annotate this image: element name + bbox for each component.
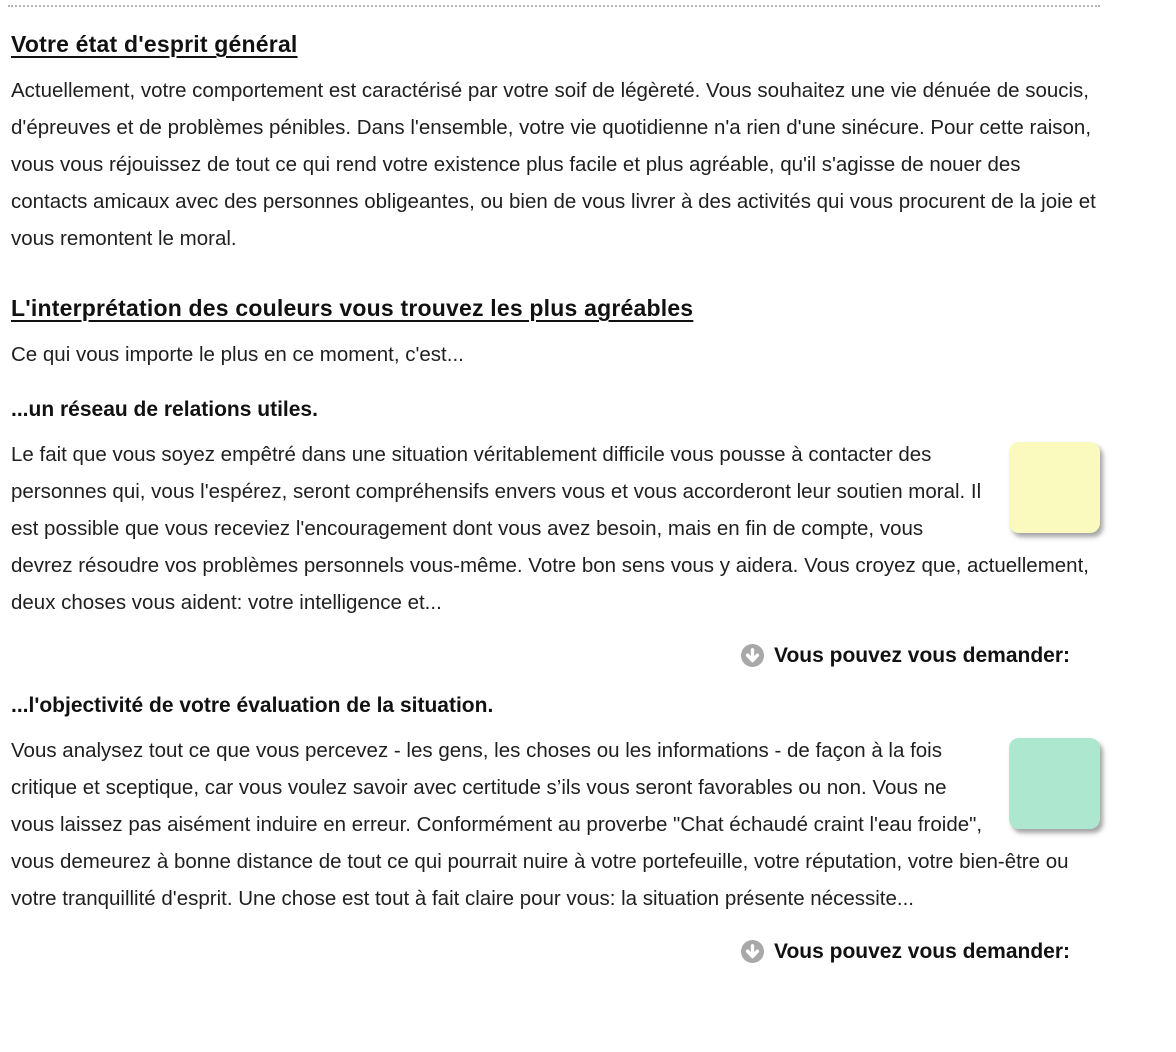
green-color-swatch bbox=[1009, 738, 1100, 829]
item-subtitle-relations: ...un réseau de relations utiles. bbox=[11, 398, 318, 421]
ask-yourself-label: Vous pouvez vous demander: bbox=[774, 643, 1070, 667]
interpretation-item-yellow bbox=[11, 398, 1100, 668]
down-arrow-icon bbox=[740, 643, 765, 668]
down-arrow-icon bbox=[740, 939, 765, 964]
item-paragraph-relations: Le fait que vous soyez empêtré dans une situation véritablement difficile vous pousse à contacter des personnes qui, vous l'espérez, seront compréhensifs envers vous et vous accorderont leur soutien moral. Il est possible que vous receviez l'encouragement dont vous avez besoin, mais en fin de compte, vous devrez résoudre vos problèmes personnels vous-même. Votre bon sens vous y aidera. Vous croyez que, actuellement, deux choses vous aident: votre intelligence et... bbox=[11, 443, 1089, 614]
ask-yourself-label: Vous pouvez vous demander: bbox=[774, 939, 1070, 963]
item-paragraph-objectivity: Vous analysez tout ce que vous percevez - les gens, les choses ou les informations - de façon à la fois critique et sceptique, car vous voulez savoir avec certitude s’ils vous seront favorables ou non. Vous ne vous laissez pas aisément induire en erreur. Conformément au proverbe "Chat échaudé craint l'eau froide", vous demeurez à bonne distance de tout ce qui pourrait nuire à votre portefeuille, votre réputation, votre bien-être ou votre tranquillité d'esprit. Une chose est tout à fait claire pour vous: la situation présente nécessite... bbox=[11, 739, 1069, 910]
general-mindset-title: Votre état d'esprit général bbox=[11, 31, 298, 57]
yellow-color-swatch bbox=[1009, 442, 1100, 533]
ask-yourself-link-1[interactable] bbox=[11, 643, 1100, 668]
general-mindset-paragraph: Actuellement, votre comportement est caractérisé par votre soif de légèreté. Vous souhaitez une vie dénuée de soucis, d'épreuves et de problèmes pénibles. Dans l'ensemble, votre vie quotidienne n'a rien d'une sinécure. Pour cette raison, vous vous réjouissez de tout ce qui rend votre existence plus facile et plus agréable, qu'il s'agisse de nouer des contacts amicaux avec des personnes obligeantes, ou bien de vous livrer à des activités qui vous procurent de la joie et vous remontent le moral. bbox=[11, 79, 1096, 250]
item-subtitle-objectivity: ...l'objectivité de votre évaluation de la situation. bbox=[11, 694, 494, 717]
interpretation-item-green bbox=[11, 694, 1100, 964]
interpretation-intro: Ce qui vous importe le plus en ce moment, c'est... bbox=[11, 343, 464, 366]
color-interpretation-title: L'interprétation des couleurs vous trouvez les plus agréables bbox=[11, 295, 694, 321]
results-content bbox=[8, 5, 1100, 964]
ask-yourself-link-2[interactable] bbox=[11, 939, 1100, 964]
